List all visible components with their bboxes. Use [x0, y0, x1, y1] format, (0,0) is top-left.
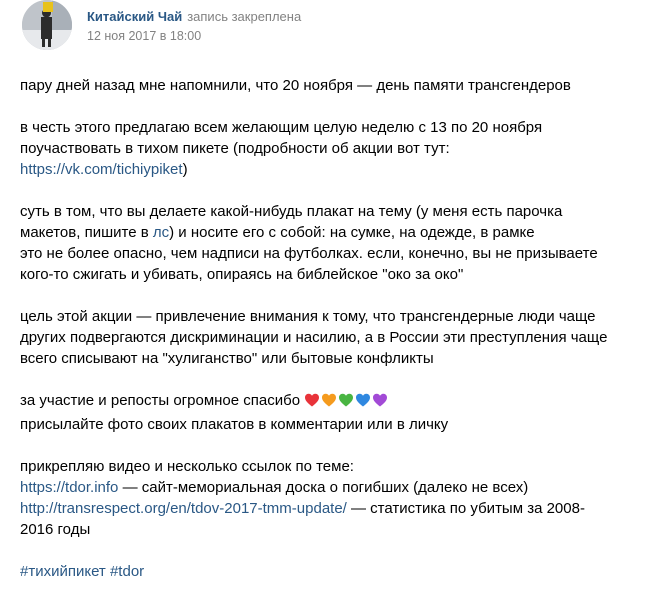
- paragraph-4: цель этой акции — привлечение внимания к тому, что трансгендерные люди чаще других подвергаются дискриминации и насилию, а в России эти преступления чаще всего списывают на "хулиганство" или бытовые конфликты: [20, 308, 608, 367]
- hashtag-tdor[interactable]: #tdor: [109, 563, 145, 580]
- pinned-label: запись закреплена: [187, 9, 302, 24]
- tichiypiket-link[interactable]: https://vk.com/tichiypiket: [20, 161, 183, 178]
- tdor-info-link[interactable]: https://tdor.info: [20, 479, 119, 496]
- avatar-image: [22, 0, 72, 50]
- post-header: [22, 0, 622, 50]
- paragraph-1: пару дней назад мне напомнили, что 20 ноября — день памяти трансгендеров: [20, 77, 571, 94]
- hashtags: [20, 561, 620, 582]
- paragraph-2: в честь этого предлагаю всем желающим целую неделю с 13 по 20 ноября поучаствовать в тихом пикете (подробности об акции вот тут: https://vk.com/tichiypiket): [20, 119, 543, 178]
- paragraph-3: суть в том, что вы делаете какой-нибудь плакат на тему (у меня есть парочка макетов, пишите в лс) и носите его с собой: на сумке, на одежде, в рамке это не более опасно, чем надписи на футболках. если, конечно, вы не призываете кого-то сжигать и убивать, опираясь на библейское "око за око": [20, 203, 598, 283]
- hearts-emoji-row: [304, 392, 389, 414]
- post-author-line: [87, 9, 301, 24]
- red-heart-icon: [304, 392, 320, 408]
- paragraph-5: за участие и репосты огромное спасибо присылайте фото своих плакатов в комментарии или в личку: [20, 392, 449, 433]
- hashtag-tihiypiket[interactable]: #тихийпикет: [20, 563, 106, 580]
- avatar[interactable]: [22, 0, 72, 50]
- purple-heart-icon: [372, 392, 388, 408]
- post-date[interactable]: 12 ноя 2017 в 18:00: [87, 29, 202, 43]
- transrespect-link[interactable]: http://transrespect.org/en/tdov-2017-tmm-update/: [20, 500, 347, 517]
- ls-link[interactable]: лс: [152, 224, 170, 241]
- blue-heart-icon: [355, 392, 371, 408]
- orange-heart-icon: [321, 392, 337, 408]
- post-text: [20, 75, 620, 603]
- green-heart-icon: [338, 392, 354, 408]
- author-name-link[interactable]: Китайский Чай: [87, 9, 183, 24]
- paragraph-6: прикрепляю видео и несколько ссылок по теме: https://tdor.info — сайт-мемориальная доска о погибших (далеко не всех) http://transrespect.org/en/tdov-2017-tmm-update/ — статистика по убитым за 2008- 2016 годы: [20, 458, 585, 538]
